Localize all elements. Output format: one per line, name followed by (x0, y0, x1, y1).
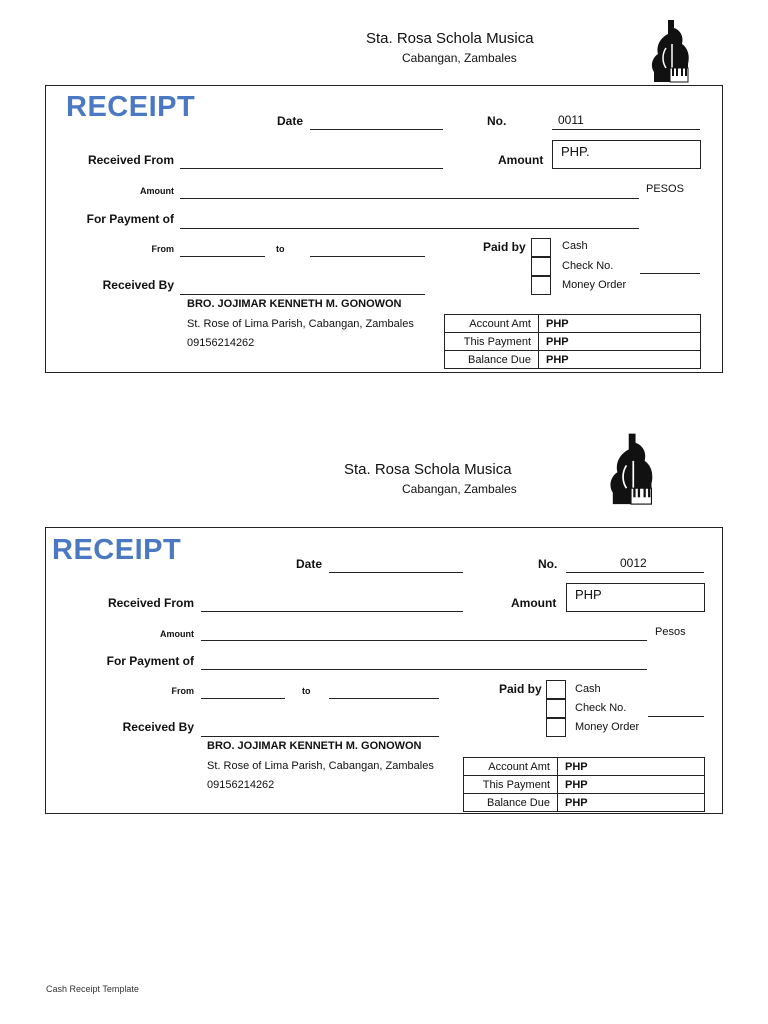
signer-address: St. Rose of Lima Parish, Cabangan, Zambales (207, 760, 434, 772)
amount-words-field[interactable] (201, 640, 647, 641)
check-checkbox[interactable] (531, 257, 551, 276)
date-label: Date (296, 557, 323, 571)
amount-words-label: Amount (140, 186, 174, 196)
balance-table (463, 757, 705, 812)
to-field[interactable] (310, 256, 425, 257)
table-row (464, 794, 705, 812)
date-field[interactable] (329, 572, 463, 573)
cash-checkbox[interactable] (546, 680, 566, 699)
school-name: Sta. Rosa Schola Musica (344, 461, 512, 478)
to-label: to (276, 244, 285, 254)
balance-value[interactable]: PHP (539, 315, 701, 333)
received-from-label: Received From (107, 596, 194, 610)
balance-label: Account Amt (445, 315, 539, 333)
paid-by-label: Paid by (499, 682, 542, 696)
from-label: From (171, 686, 194, 696)
signer-phone: 09156214262 (187, 337, 255, 349)
received-from-field[interactable] (201, 611, 463, 612)
received-from-label: Received From (87, 153, 174, 167)
pay-option-check: Check No. (562, 260, 614, 272)
receipt-title: RECEIPT (66, 91, 196, 123)
footer-caption: Cash Receipt Template (46, 984, 139, 994)
date-label: Date (277, 114, 304, 128)
received-by-label: Received By (102, 278, 174, 292)
for-payment-field[interactable] (180, 228, 639, 229)
balance-label: Account Amt (464, 758, 558, 776)
from-field[interactable] (180, 256, 265, 257)
pay-option-cash: Cash (575, 683, 601, 695)
signer-name: BRO. JOJIMAR KENNETH M. GONOWON (187, 298, 402, 310)
pay-option-money-order: Money Order (575, 721, 640, 733)
pay-option-money-order: Money Order (562, 279, 627, 291)
signer-address: St. Rose of Lima Parish, Cabangan, Zambales (187, 318, 414, 330)
number-label: No. (487, 114, 507, 128)
table-row (464, 758, 705, 776)
school-location: Cabangan, Zambales (402, 482, 517, 496)
signer-name: BRO. JOJIMAR KENNETH M. GONOWON (207, 740, 422, 752)
pesos-label: PESOS (646, 183, 684, 195)
balance-table (444, 314, 701, 369)
money-order-checkbox[interactable] (546, 718, 566, 737)
check-checkbox[interactable] (546, 699, 566, 718)
balance-label: Balance Due (464, 794, 558, 812)
number-field[interactable] (552, 129, 700, 130)
received-by-label: Received By (122, 720, 194, 734)
cash-checkbox[interactable] (531, 238, 551, 257)
balance-label: This Payment (464, 776, 558, 794)
paid-by-label: Paid by (483, 240, 526, 254)
balance-label: Balance Due (445, 351, 539, 369)
table-row (464, 776, 705, 794)
balance-value[interactable]: PHP (539, 333, 701, 351)
received-from-field[interactable] (180, 168, 443, 169)
from-label: From (151, 244, 174, 254)
received-by-field[interactable] (180, 294, 425, 295)
date-field[interactable] (310, 129, 443, 130)
amount-words-label: Amount (160, 629, 194, 639)
pay-option-cash: Cash (562, 240, 588, 252)
school-location: Cabangan, Zambales (402, 51, 517, 65)
amount-field[interactable]: PHP. (552, 140, 701, 169)
pesos-label: Pesos (655, 626, 686, 638)
table-row (445, 315, 701, 333)
balance-value[interactable]: PHP (558, 758, 705, 776)
balance-value[interactable]: PHP (558, 794, 705, 812)
for-payment-field[interactable] (201, 669, 647, 670)
balance-value[interactable]: PHP (558, 776, 705, 794)
pay-option-check: Check No. (575, 702, 627, 714)
school-name: Sta. Rosa Schola Musica (366, 30, 534, 47)
amount-label: Amount (498, 153, 544, 167)
receipt-title: RECEIPT (52, 534, 182, 566)
signer-phone: 09156214262 (207, 779, 275, 791)
table-row (445, 351, 701, 369)
balance-value[interactable]: PHP (539, 351, 701, 369)
receipt-number: 0012 (620, 556, 647, 570)
check-number-field[interactable] (640, 273, 700, 274)
amount-words-field[interactable] (180, 198, 639, 199)
violin-piano-logo-icon (606, 430, 656, 510)
to-label: to (302, 686, 311, 696)
violin-piano-logo-icon (648, 18, 692, 86)
table-row (445, 333, 701, 351)
check-number-field[interactable] (648, 716, 704, 717)
money-order-checkbox[interactable] (531, 276, 551, 295)
amount-field[interactable]: PHP (566, 583, 705, 612)
for-payment-label: For Payment of (106, 654, 194, 668)
amount-label: Amount (511, 596, 557, 610)
for-payment-label: For Payment of (86, 212, 174, 226)
to-field[interactable] (329, 698, 439, 699)
number-field[interactable] (566, 572, 704, 573)
balance-label: This Payment (445, 333, 539, 351)
number-label: No. (538, 557, 558, 571)
receipt-number: 0011 (558, 113, 584, 127)
from-field[interactable] (201, 698, 285, 699)
received-by-field[interactable] (201, 736, 439, 737)
